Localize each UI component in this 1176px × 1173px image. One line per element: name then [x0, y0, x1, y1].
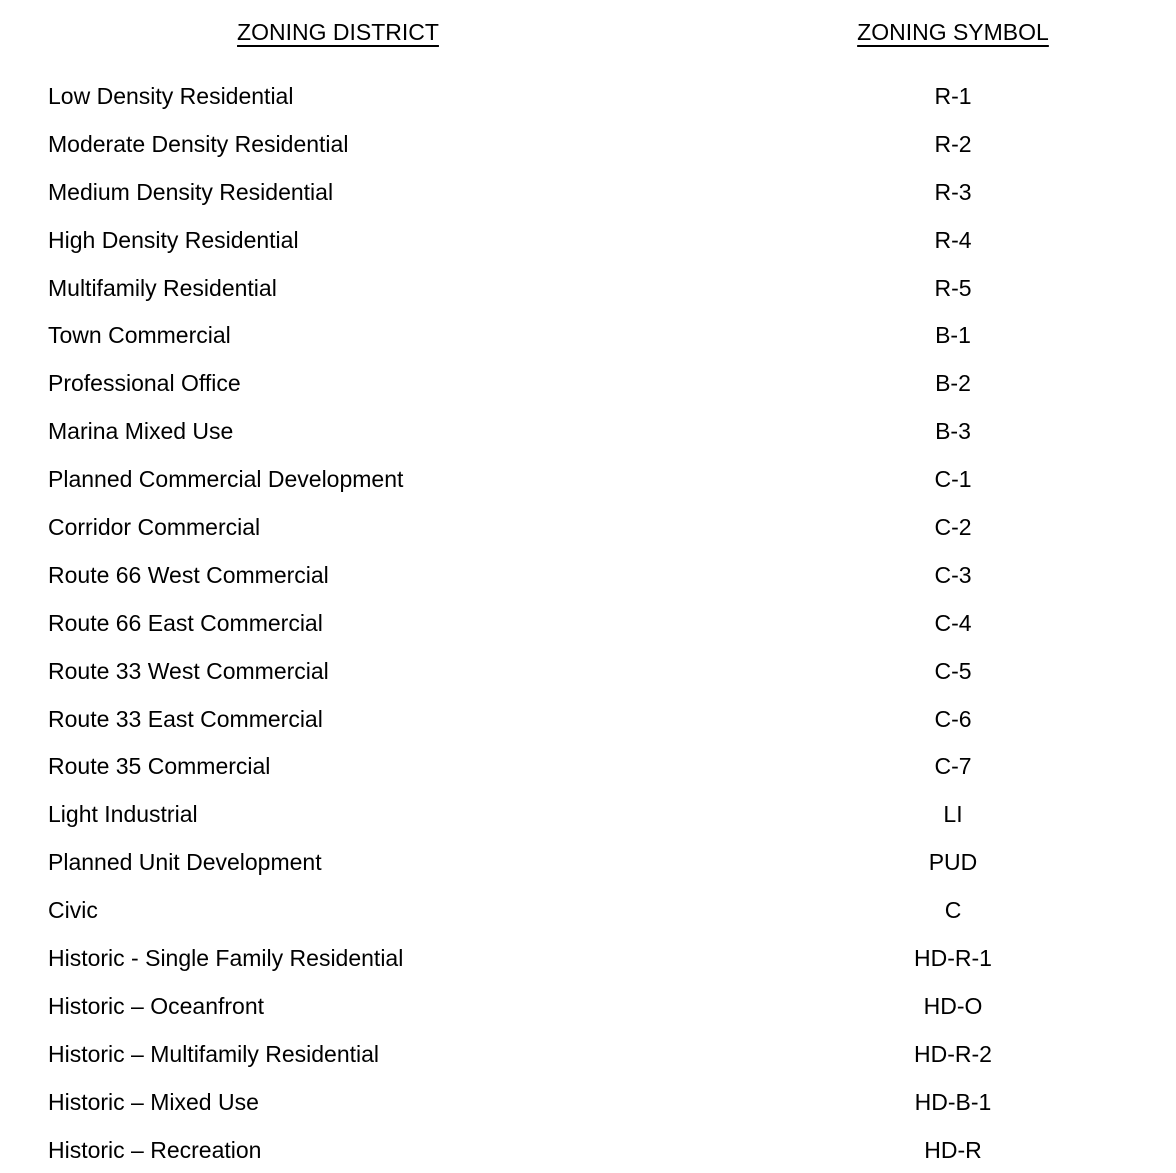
district-cell: Multifamily Residential: [48, 274, 277, 301]
symbol-cell: C-6: [934, 705, 972, 732]
symbol-cell: HD-O: [923, 992, 983, 1019]
symbol-cell: R-5: [934, 274, 972, 301]
table-row: [0, 1079, 1176, 1127]
symbol-cell: C-1: [934, 466, 972, 493]
zoning-table-body: [0, 73, 1176, 1173]
table-row: [0, 935, 1176, 983]
symbol-cell: R-3: [934, 178, 972, 205]
table-row: [0, 1127, 1176, 1173]
table-row: [0, 1031, 1176, 1079]
table-row: [0, 839, 1176, 887]
symbol-cell: B-1: [935, 322, 971, 349]
table-row: [0, 504, 1176, 552]
symbol-cell: C: [944, 897, 962, 924]
table-row: [0, 456, 1176, 504]
symbol-cell: HD-R: [924, 1136, 982, 1163]
district-cell: Historic - Single Family Residential: [48, 945, 404, 972]
district-cell: Route 66 East Commercial: [48, 609, 323, 636]
district-cell: Historic – Multifamily Residential: [48, 1040, 380, 1067]
district-cell: Town Commercial: [48, 322, 231, 349]
district-cell: Historic – Recreation: [48, 1136, 262, 1163]
district-cell: Historic – Mixed Use: [48, 1088, 259, 1115]
table-row: [0, 121, 1176, 169]
district-cell: Planned Unit Development: [48, 849, 322, 876]
symbol-cell: R-4: [934, 226, 972, 253]
symbol-cell: R-1: [934, 83, 972, 109]
district-cell: Medium Density Residential: [48, 178, 334, 205]
symbol-cell: C-7: [934, 753, 972, 780]
table-row: [0, 743, 1176, 791]
symbol-cell: HD-B-1: [914, 1088, 992, 1115]
symbol-cell: B-3: [935, 418, 971, 445]
district-cell: Corridor Commercial: [48, 514, 261, 541]
table-row: [0, 73, 1176, 121]
district-cell: Professional Office: [48, 370, 241, 397]
district-cell: Planned Commercial Development: [48, 466, 404, 493]
district-cell: Route 35 Commercial: [48, 753, 271, 780]
symbol-cell: C-2: [934, 514, 972, 541]
district-cell: Civic: [48, 897, 98, 924]
district-cell: High Density Residential: [48, 226, 299, 253]
table-row: [0, 648, 1176, 696]
district-cell: Route 66 West Commercial: [48, 561, 329, 588]
table-header-row: [0, 0, 1176, 47]
symbol-cell: LI: [943, 801, 963, 828]
district-column-header-wrap: [0, 17, 676, 47]
symbol-cell: C-4: [934, 609, 972, 636]
district-cell: Moderate Density Residential: [48, 130, 349, 157]
symbol-cell: R-2: [934, 130, 972, 157]
table-row: [0, 312, 1176, 360]
table-row: [0, 791, 1176, 839]
district-column-header: ZONING DISTRICT: [237, 19, 439, 45]
table-row: [0, 552, 1176, 600]
symbol-cell: PUD: [928, 849, 978, 876]
symbol-cell: HD-R-1: [914, 945, 992, 972]
table-row: [0, 169, 1176, 217]
table-row: [0, 360, 1176, 408]
district-cell: Marina Mixed Use: [48, 418, 234, 445]
symbol-column-header: ZONING SYMBOL: [857, 19, 1049, 45]
table-row: [0, 887, 1176, 935]
table-row: [0, 983, 1176, 1031]
table-row: [0, 265, 1176, 313]
table-row: [0, 408, 1176, 456]
table-row: [0, 696, 1176, 744]
symbol-cell: C-3: [934, 561, 972, 588]
symbol-column-header-wrap: [730, 17, 1176, 47]
table-row: [0, 600, 1176, 648]
district-cell: Route 33 East Commercial: [48, 705, 323, 732]
symbol-cell: C-5: [934, 657, 972, 684]
district-cell: Historic – Oceanfront: [48, 992, 265, 1019]
table-row: [0, 217, 1176, 265]
symbol-cell: HD-R-2: [914, 1040, 992, 1067]
district-cell: Light Industrial: [48, 801, 198, 828]
symbol-cell: B-2: [935, 370, 971, 397]
district-cell: Route 33 West Commercial: [48, 657, 329, 684]
district-cell: Low Density Residential: [48, 83, 294, 109]
